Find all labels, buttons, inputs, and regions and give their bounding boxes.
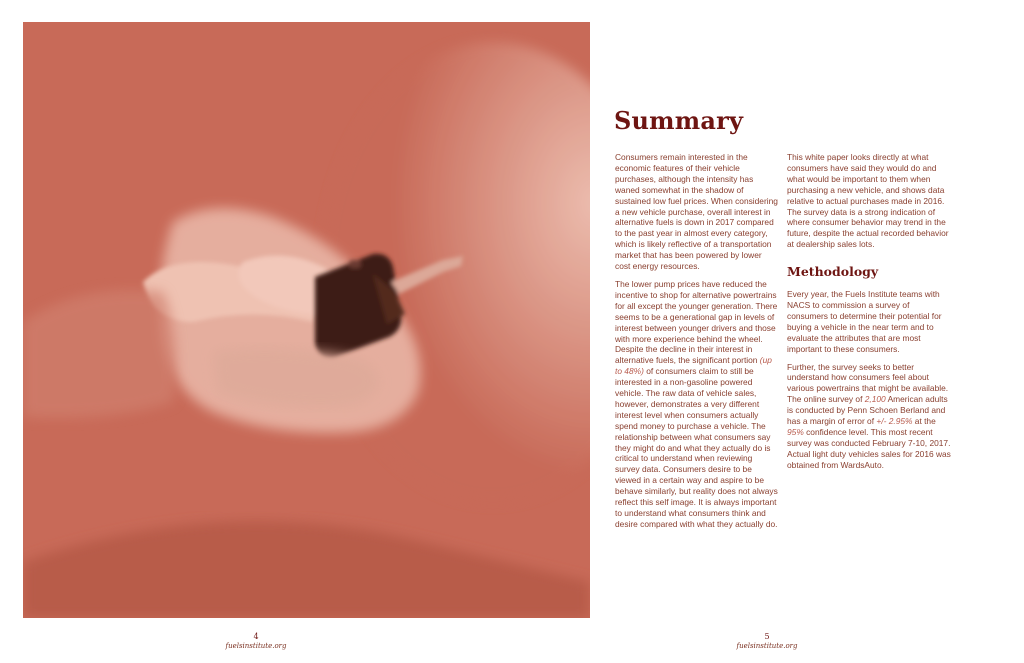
page-number-right: 5	[764, 632, 770, 641]
page-number-left: 4	[253, 632, 259, 641]
hand-holding-key-illustration	[23, 22, 590, 618]
highlight-margin-of-error: +/- 2.95%	[876, 416, 913, 427]
summary-paragraph-1: Consumers remain interested in the economic features of their vehicle purchases, although the intensity has waned somewhat in the shadow of sustained low fuel prices. When considering a new vehicle purchase, overall interest in alternative fuels is down in 2017 compared to the past year in almost every category, which is likely reflective of a transportation market that has been powered by lower cost energy resources.	[615, 152, 778, 272]
methodology-paragraph-2: Further, the survey seeks to better understand how consumers feel about various powertrains that might be available. The online survey of 2,100 American adults is conducted by Penn Schoen Berland and has a margin of error of +/- 2.95% at the 95% confidence level. This most recent survey was conducted February 7-10, 2017. Actual light duty vehicles sales for 2016 was obtained from WardsAuto.	[787, 361, 951, 470]
methodology-paragraph-1: Every year, the Fuels Institute teams with NACS to commission a survey of consumers to determine their potential for buying a vehicle in the near term and to evaluate the attributes that are most important to these consumers.	[787, 289, 942, 354]
summary-column-right	[787, 152, 951, 478]
summary-paragraph-2: The lower pump prices have reduced the incentive to shop for alternative powertrains for all except the younger generation. There seems to be a generational gap in levels of interest between younger drivers and those with more experience behind the wheel. Despite the decline in their interest in alternative fuels, the significant portion (up to 48%) of consumers claim to still be interested in a non-gasoline powered vehicle. The raw data of vehicle sales, however, demonstrates a very different interest level when consumers actually spend money to purchase a vehicle. The relationship between what consumers say they might do and what they actually do is critical to understand when reviewing survey data. Consumers desire to be viewed in a certain way and aspire to be behave similarly, but reality does not always reflect this self image. It is always important to understand what consumers think and desire compared with what they actually do.	[615, 278, 778, 529]
summary-paragraph-3: This white paper looks directly at what consumers have said they would do and what would be important to them when purchasing a new vehicle, and shows data relative to actual purchases made in 2016. The survey data is a strong indication of where consumer behavior may trend in the future, despite the actual recorded behavior at dealership sales lots.	[787, 152, 949, 250]
highlight-confidence: 95%	[787, 426, 804, 437]
highlight-sample-size: 2,100	[864, 394, 886, 405]
footer-url-right[interactable]: fuelsinstitute.org	[736, 642, 798, 650]
methodology-title: Methodology	[787, 264, 879, 280]
summary-title: Summary	[614, 106, 744, 135]
highlight-percentage: (up to 48%)	[615, 355, 772, 377]
footer-url-left[interactable]: fuelsinstitute.org	[225, 642, 287, 650]
hero-photo-car-key	[23, 22, 590, 618]
summary-column-left	[615, 152, 779, 537]
